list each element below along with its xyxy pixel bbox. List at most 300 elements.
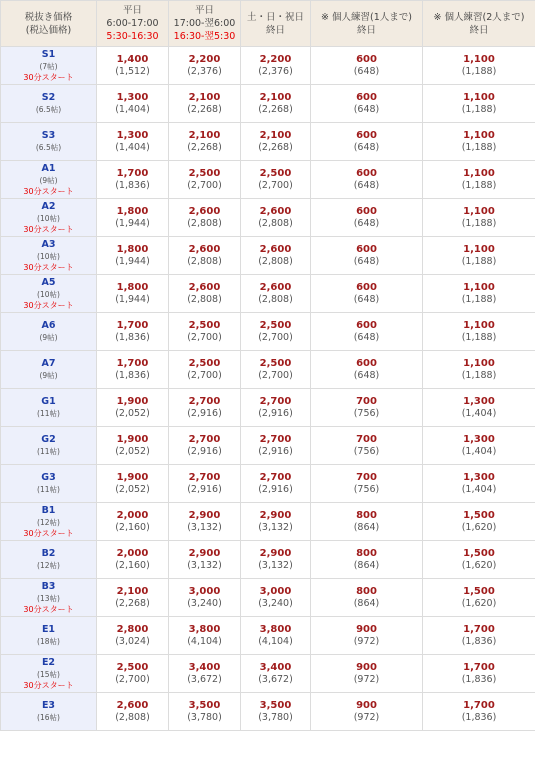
table-body [1,47,535,731]
price-excl-tax: 2,500 [259,357,292,369]
price-excl-tax: 2,600 [259,205,292,217]
price-incl-tax: (648) [353,255,380,267]
price-cell [311,237,423,275]
room-cell [1,313,97,351]
price-excl-tax: 1,300 [116,91,149,103]
price-excl-tax: 2,700 [259,395,292,407]
price-incl-tax: (2,916) [258,483,293,495]
room-cell [1,655,97,693]
room-cell [1,123,97,161]
price-excl-tax: 900 [356,699,377,711]
price-cell [241,465,311,503]
price-excl-tax: 2,700 [188,395,221,407]
header-weekday-night [169,1,241,47]
room-cell [1,579,97,617]
room-size: (12帖) [37,517,60,527]
room-cell [1,85,97,123]
price-excl-tax: 700 [356,395,377,407]
price-cell [423,313,535,351]
header-line: 平日 [194,5,214,16]
price-excl-tax: 2,100 [188,129,221,141]
price-cell [97,199,169,237]
price-cell [241,655,311,693]
price-incl-tax: (2,052) [115,483,150,495]
price-incl-tax: (2,052) [115,407,150,419]
price-cell [241,161,311,199]
price-cell [311,655,423,693]
price-incl-tax: (2,808) [187,255,222,267]
price-incl-tax: (864) [353,521,380,533]
price-cell [169,465,241,503]
price-incl-tax: (2,700) [187,369,222,381]
start-note: 30分スタート [23,224,74,234]
price-incl-tax: (2,700) [258,369,293,381]
price-cell [169,199,241,237]
room-cell [1,427,97,465]
price-incl-tax: (4,104) [258,635,293,647]
price-excl-tax: 3,000 [259,585,292,597]
price-incl-tax: (2,808) [258,255,293,267]
price-cell [169,617,241,655]
header-line: 税抜き価格 [24,11,73,23]
room-name: A6 [41,320,56,331]
price-cell [423,579,535,617]
price-cell [423,427,535,465]
price-excl-tax: 1,900 [116,433,149,445]
price-cell [423,237,535,275]
price-excl-tax: 1,100 [463,205,495,217]
price-cell [311,465,423,503]
price-cell [169,389,241,427]
price-incl-tax: (1,188) [461,369,497,381]
price-cell [169,351,241,389]
room-size: (11帖) [37,409,60,418]
table-row [1,275,535,313]
table-row [1,389,535,427]
price-incl-tax: (1,944) [115,293,150,305]
price-incl-tax: (648) [353,217,380,229]
price-incl-tax: (648) [353,331,380,343]
price-cell [311,541,423,579]
price-excl-tax: 600 [356,167,377,179]
header-line: 土・日・祝日 [246,11,304,23]
price-incl-tax: (1,188) [461,293,497,305]
price-excl-tax: 2,900 [188,547,221,559]
price-incl-tax: (3,780) [258,711,293,723]
price-excl-tax: 2,500 [259,319,292,331]
room-name: A3 [41,238,56,250]
price-excl-tax: 1,800 [116,205,149,217]
room-cell [1,693,97,731]
price-cell [241,693,311,731]
price-excl-tax: 600 [356,319,377,331]
header-line-alt-time: 5:30-16:30 [106,31,159,42]
price-incl-tax: (2,268) [258,103,293,115]
price-incl-tax: (1,836) [115,179,150,191]
price-incl-tax: (756) [353,407,380,419]
price-excl-tax: 600 [356,53,377,65]
price-excl-tax: 800 [356,547,377,559]
price-incl-tax: (1,620) [461,597,497,609]
price-cell [423,161,535,199]
price-cell [241,275,311,313]
price-incl-tax: (3,672) [258,673,293,685]
price-incl-tax: (1,620) [461,559,497,571]
price-excl-tax: 1,800 [116,281,149,293]
price-cell [311,617,423,655]
price-excl-tax: 1,700 [463,623,495,635]
price-cell [97,123,169,161]
price-excl-tax: 2,500 [259,167,292,179]
price-cell [423,47,535,85]
price-excl-tax: 2,500 [188,319,221,331]
price-excl-tax: 1,300 [463,395,495,407]
price-incl-tax: (864) [353,559,380,571]
price-cell [241,503,311,541]
price-incl-tax: (2,268) [258,141,293,153]
header-solo-2 [423,1,535,47]
room-size: (11帖) [37,447,60,456]
price-incl-tax: (2,052) [115,445,150,457]
table-row [1,123,535,161]
price-cell [97,237,169,275]
room-name: S3 [41,130,56,141]
price-excl-tax: 2,600 [259,281,292,293]
price-incl-tax: (2,808) [258,293,293,305]
price-incl-tax: (972) [353,711,380,723]
price-cell [311,579,423,617]
header-price-type [1,1,97,47]
price-excl-tax: 900 [356,623,377,635]
price-excl-tax: 3,000 [188,585,221,597]
price-cell [97,351,169,389]
header-line: ※ 個人練習(1人まで) [321,11,412,23]
price-incl-tax: (1,188) [461,141,497,153]
price-cell [423,541,535,579]
price-incl-tax: (2,268) [187,141,222,153]
price-cell [97,389,169,427]
price-excl-tax: 900 [356,661,377,673]
price-excl-tax: 1,700 [116,167,149,179]
price-excl-tax: 1,100 [463,167,495,179]
price-cell [423,503,535,541]
price-incl-tax: (2,916) [187,483,222,495]
price-cell [169,427,241,465]
price-cell [97,541,169,579]
table-row [1,579,535,617]
price-incl-tax: (4,104) [187,635,222,647]
price-excl-tax: 2,000 [116,509,149,521]
price-excl-tax: 1,900 [116,471,149,483]
room-cell [1,199,97,237]
table-row [1,465,535,503]
price-excl-tax: 1,700 [463,699,495,711]
price-excl-tax: 3,500 [188,699,221,711]
price-incl-tax: (1,836) [115,369,150,381]
price-incl-tax: (2,700) [258,331,293,343]
header-line: 17:00-翌6:00 [173,18,236,29]
price-excl-tax: 1,100 [463,53,495,65]
price-cell [311,161,423,199]
price-excl-tax: 800 [356,585,377,597]
room-size: (9帖) [39,371,58,380]
price-excl-tax: 2,200 [188,53,221,65]
price-cell [423,389,535,427]
price-excl-tax: 2,600 [188,205,221,217]
price-cell [241,313,311,351]
price-incl-tax: (3,240) [187,597,222,609]
price-cell [97,693,169,731]
price-cell [423,617,535,655]
table-row [1,693,535,731]
room-name: G2 [41,434,56,445]
price-cell [311,503,423,541]
table-row [1,161,535,199]
price-cell [97,313,169,351]
price-cell [241,47,311,85]
table-row [1,351,535,389]
price-excl-tax: 1,800 [116,243,149,255]
price-cell [169,541,241,579]
table-row [1,617,535,655]
price-incl-tax: (2,700) [187,331,222,343]
price-cell [241,85,311,123]
price-excl-tax: 600 [356,91,377,103]
price-incl-tax: (1,512) [115,65,150,77]
room-cell [1,465,97,503]
price-excl-tax: 2,200 [259,53,292,65]
room-name: S1 [41,48,56,60]
price-excl-tax: 2,600 [188,243,221,255]
table-row [1,427,535,465]
price-excl-tax: 1,300 [116,129,149,141]
price-excl-tax: 2,900 [188,509,221,521]
room-name: A5 [41,276,56,288]
price-excl-tax: 2,100 [259,91,292,103]
room-name: A1 [41,162,56,174]
price-cell [423,123,535,161]
price-incl-tax: (648) [353,65,380,77]
price-excl-tax: 2,100 [259,129,292,141]
price-cell [311,313,423,351]
room-cell [1,503,97,541]
room-name: G3 [41,472,56,483]
price-cell [241,123,311,161]
price-cell [311,85,423,123]
price-excl-tax: 800 [356,509,377,521]
price-excl-tax: 1,400 [116,53,149,65]
price-excl-tax: 3,400 [259,661,292,673]
price-incl-tax: (3,132) [187,521,222,533]
price-excl-tax: 3,400 [188,661,221,673]
price-cell [97,465,169,503]
start-note: 30分スタート [23,72,74,82]
price-excl-tax: 2,100 [188,91,221,103]
header-line: ※ 個人練習(2人まで) [433,11,525,23]
price-excl-tax: 2,700 [188,471,221,483]
price-excl-tax: 600 [356,281,377,293]
price-incl-tax: (1,404) [115,103,150,115]
room-size: (10帖) [37,251,60,261]
table-row [1,313,535,351]
price-incl-tax: (1,836) [115,331,150,343]
room-cell [1,389,97,427]
header-line: 終日 [469,24,489,36]
header-weekday-day [97,1,169,47]
price-cell [241,579,311,617]
price-excl-tax: 2,700 [188,433,221,445]
price-incl-tax: (2,808) [187,293,222,305]
price-cell [241,427,311,465]
price-incl-tax: (2,160) [115,559,150,571]
price-incl-tax: (2,808) [187,217,222,229]
price-incl-tax: (2,808) [258,217,293,229]
price-excl-tax: 1,100 [463,243,495,255]
price-cell [169,655,241,693]
price-cell [97,655,169,693]
price-cell [97,275,169,313]
room-size: (12帖) [37,561,60,570]
price-incl-tax: (648) [353,103,380,115]
price-incl-tax: (3,240) [258,597,293,609]
room-size: (18帖) [37,637,60,646]
price-excl-tax: 1,500 [463,509,495,521]
price-cell [311,199,423,237]
price-cell [423,693,535,731]
price-cell [423,465,535,503]
price-excl-tax: 2,600 [116,699,149,711]
price-excl-tax: 2,100 [116,585,149,597]
price-cell [169,313,241,351]
price-incl-tax: (972) [353,635,380,647]
price-excl-tax: 1,700 [116,357,149,369]
room-size: (11帖) [37,485,60,494]
price-excl-tax: 2,700 [259,433,292,445]
price-excl-tax: 1,300 [463,471,495,483]
price-excl-tax: 3,800 [188,623,221,635]
price-incl-tax: (2,268) [115,597,150,609]
room-size: (15帖) [37,669,60,679]
price-excl-tax: 1,500 [463,547,495,559]
price-incl-tax: (1,188) [461,65,497,77]
price-cell [97,47,169,85]
room-name: E3 [41,700,56,711]
price-incl-tax: (1,404) [461,445,497,457]
price-excl-tax: 1,100 [463,357,495,369]
price-incl-tax: (1,836) [461,673,497,685]
price-excl-tax: 600 [356,357,377,369]
price-cell [423,275,535,313]
price-cell [169,237,241,275]
header-line: 平日 [122,5,142,16]
price-incl-tax: (1,188) [461,255,497,267]
price-cell [241,351,311,389]
price-cell [241,199,311,237]
price-incl-tax: (2,916) [187,407,222,419]
price-cell [423,351,535,389]
price-cell [169,123,241,161]
price-cell [97,85,169,123]
price-excl-tax: 1,100 [463,281,495,293]
header-solo-1 [311,1,423,47]
price-cell [311,47,423,85]
price-cell [169,161,241,199]
room-size: (9帖) [39,175,58,185]
price-incl-tax: (648) [353,141,380,153]
price-cell [423,85,535,123]
start-note: 30分スタート [23,262,74,272]
price-excl-tax: 1,300 [463,433,495,445]
price-incl-tax: (756) [353,445,380,457]
price-cell [311,389,423,427]
price-excl-tax: 1,700 [116,319,149,331]
price-excl-tax: 2,600 [259,243,292,255]
start-note: 30分スタート [23,300,74,310]
price-cell [311,427,423,465]
price-incl-tax: (2,376) [187,65,222,77]
price-cell [311,123,423,161]
price-incl-tax: (1,836) [461,711,497,723]
price-incl-tax: (3,024) [115,635,150,647]
room-cell [1,275,97,313]
price-excl-tax: 1,900 [116,395,149,407]
price-incl-tax: (864) [353,597,380,609]
price-incl-tax: (1,404) [115,141,150,153]
room-size: (9帖) [39,333,58,342]
price-cell [311,351,423,389]
price-cell [241,237,311,275]
header-row [1,1,535,47]
table-row [1,503,535,541]
header-line: 終日 [265,24,285,36]
room-name: A2 [41,200,56,212]
price-incl-tax: (1,188) [461,217,497,229]
room-cell [1,351,97,389]
price-excl-tax: 1,500 [463,585,495,597]
start-note: 30分スタート [23,186,74,196]
price-cell [169,503,241,541]
price-incl-tax: (3,132) [258,559,293,571]
price-incl-tax: (2,700) [187,179,222,191]
room-cell [1,237,97,275]
price-incl-tax: (1,404) [461,483,497,495]
price-incl-tax: (1,188) [461,179,497,191]
price-excl-tax: 2,500 [116,661,149,673]
table-row [1,655,535,693]
price-excl-tax: 1,100 [463,129,495,141]
price-cell [241,541,311,579]
price-incl-tax: (972) [353,673,380,685]
price-excl-tax: 2,800 [116,623,149,635]
price-excl-tax: 1,100 [463,91,495,103]
price-incl-tax: (2,700) [258,179,293,191]
price-incl-tax: (1,188) [461,331,497,343]
header-line: (税込価格) [25,24,72,36]
table-row [1,47,535,85]
room-cell [1,541,97,579]
price-incl-tax: (2,916) [258,445,293,457]
price-cell [423,655,535,693]
price-incl-tax: (756) [353,483,380,495]
price-incl-tax: (2,700) [115,673,150,685]
room-cell [1,617,97,655]
price-incl-tax: (3,132) [258,521,293,533]
price-incl-tax: (1,944) [115,255,150,267]
price-cell [241,389,311,427]
price-cell [97,617,169,655]
price-incl-tax: (1,620) [461,521,497,533]
price-excl-tax: 700 [356,433,377,445]
